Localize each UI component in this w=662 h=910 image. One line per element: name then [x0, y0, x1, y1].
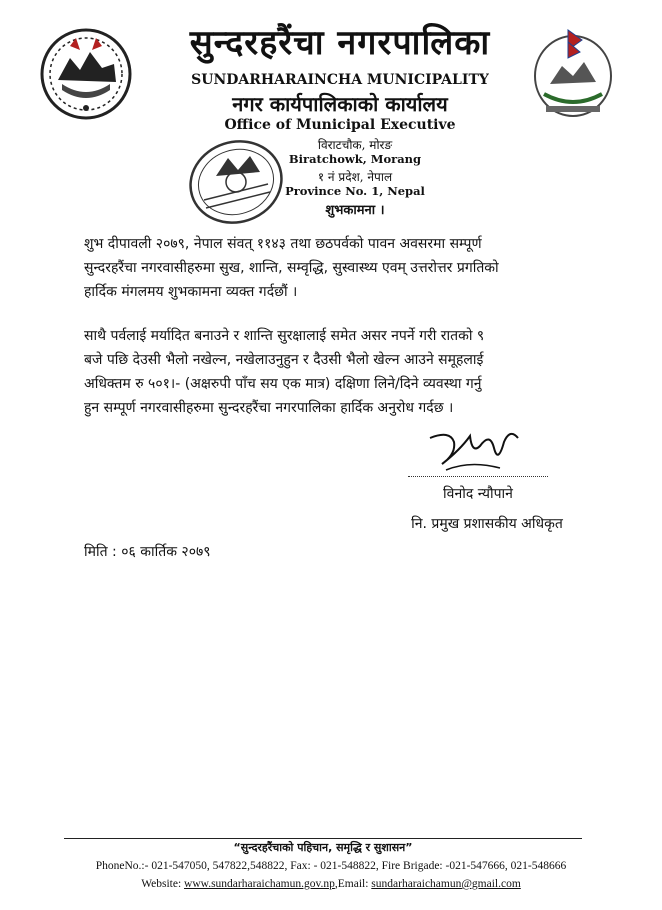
- request-paragraph: [84, 324, 604, 420]
- paragraph-line: हार्दिक मंगलमय शुभकामना व्यक्त गर्दछौं ।: [84, 284, 298, 300]
- footer-divider: [64, 838, 582, 839]
- handwritten-signature: [420, 424, 530, 476]
- footer-web: [40, 878, 622, 890]
- paragraph-line: अधिक्तम रु ५०१।- (अक्षरुपी पाँच सय एक मात्र) दक्षिणा लिने/दिने व्यवस्था गर्नु: [84, 376, 482, 392]
- paragraph-line: साथै पर्वलाई मर्यादित बनाउने र शान्ति सुरक्षालाई समेत असर नपर्ने गरी रातको ९: [84, 328, 485, 344]
- footer-motto: “सुन्दरहरैंचाको पहिचान, समृद्धि र सुशासन”: [233, 841, 413, 854]
- greeting-title: शुभकामना ।: [325, 203, 385, 218]
- municipality-title-devanagari: सुन्दरहरैंचा नगरपालिका: [189, 23, 491, 63]
- province-english: Province No. 1, Nepal: [285, 184, 425, 198]
- address-devanagari: विराटचौक, मोरङ: [317, 138, 393, 152]
- address-english: Biratchowk, Morang: [288, 152, 422, 166]
- paragraph-line: शुभ दीपावली २०७९, नेपाल संवत् ११४३ तथा छठपर्वको पावन अवसरमा सम्पूर्ण: [84, 236, 482, 252]
- document-date: मिति : ०६ कार्तिक २०७९: [84, 544, 211, 560]
- paragraph-line: सुन्दरहरैंचा नगरवासीहरुमा सुख, शान्ति, सम्वृद्धि, सुस्वास्थ्य एवम् उत्तरोत्तर प्रगतिको: [84, 260, 499, 276]
- greeting-paragraph: [84, 232, 604, 304]
- municipality-emblem-logo: [530, 24, 616, 120]
- office-title-devanagari: नगर कार्यपालिकाको कार्यालय: [232, 92, 448, 116]
- signature-line: [408, 476, 548, 477]
- municipality-title-english: SUNDARHARAINCHA MUNICIPALITY: [191, 72, 489, 88]
- signatory-title: नि. प्रमुख प्रशासकीय अधिकृत: [411, 516, 563, 532]
- footer-contact: PhoneNo.:- 021-547050, 547822,548822, Fax: - 021-548822, Fire Brigade: -021-547666, 021-548666: [95, 860, 567, 872]
- website-link[interactable]: www.sundarharaichamun.gov.np: [184, 878, 335, 890]
- email-link[interactable]: sundarharaichamun@gmail.com: [371, 878, 521, 890]
- province-devanagari: १ नं प्रदेश, नेपाल: [317, 170, 393, 184]
- paragraph-line: बजे पछि देउसी भैलो नखेल्न, नखेलाउनुहुन र दैउसी भैलो खेल्न आउने समूहलाई: [84, 352, 484, 368]
- office-title-english: Office of Municipal Executive: [224, 117, 456, 133]
- email-label: ,Email:: [334, 878, 369, 890]
- paragraph-line: हुन सम्पूर्ण नगरवासीहरुमा सुन्दरहरैंचा नगरपालिका हार्दिक अनुरोध गर्दछ ।: [84, 400, 454, 416]
- nepal-emblem-logo: [40, 28, 132, 120]
- signatory-name: विनोद न्यौपाने: [443, 486, 513, 502]
- website-label: Website:: [141, 878, 182, 890]
